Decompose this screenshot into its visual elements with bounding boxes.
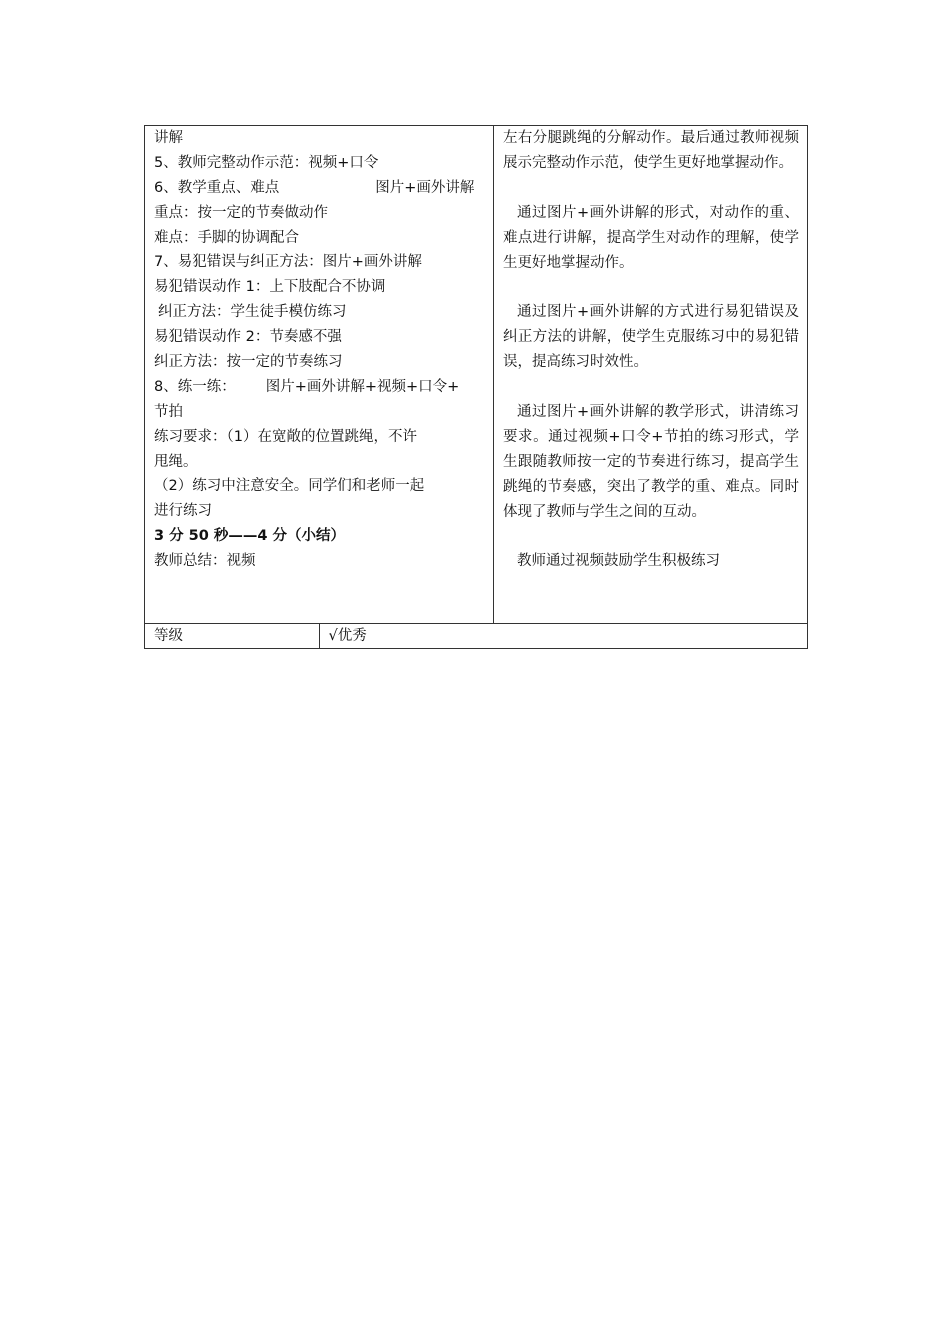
procedure-step-label: 6、教学重点、难点 xyxy=(154,179,280,196)
procedure-step-method: 图片+画外讲解 xyxy=(375,179,475,196)
time-section-heading: 3 分 50 秒——4 分（小结） xyxy=(154,528,346,545)
procedure-line xyxy=(154,176,485,201)
grade-value: √优秀 xyxy=(319,624,808,649)
procedure-line: 练习要求：（1）在宽敞的位置跳绳，不许 xyxy=(154,428,417,445)
intent-paragraph: 通过图片+画外讲解的教学形式，讲清练习要求。通过视频+口令+节拍的练习形式，学生跟随教师按一定的节奏进行练习，提高学生跳绳的节奏感，突出了教学的重、难点。同时体现了教师与学生之间的互动。 xyxy=(503,403,799,520)
procedure-line: 5、教师完整动作示范：视频+口令 xyxy=(154,154,379,171)
intent-paragraph: 左右分腿跳绳的分解动作。最后通过教师视频展示完整动作示范，使学生更好地掌握动作。 xyxy=(503,130,799,171)
grade-row xyxy=(145,624,808,649)
procedure-line: 进行练习 xyxy=(154,503,212,520)
procedure-step-method: 图片+画外讲解+视频+口令+ xyxy=(265,378,460,395)
procedure-line: 教师总结：视频 xyxy=(154,553,256,570)
procedure-line: 难点：手脚的协调配合 xyxy=(154,229,299,246)
procedure-line: 7、易犯错误与纠正方法：图片+画外讲解 xyxy=(154,254,422,271)
procedure-line: 纠正方法：学生徒手模仿练习 xyxy=(158,304,347,321)
content-row xyxy=(145,126,808,624)
procedure-line: 易犯错误动作 1：上下肢配合不协调 xyxy=(154,279,386,296)
procedure-line: （2）练习中注意安全。同学们和老师一起 xyxy=(154,478,425,495)
intent-cell xyxy=(494,126,808,624)
procedure-step-label: 8、练一练： xyxy=(154,378,236,395)
intent-paragraph: 通过图片+画外讲解的形式，对动作的重、难点进行讲解，提高学生对动作的理解，使学生更好地掌握动作。 xyxy=(503,204,799,271)
procedure-line: 重点：按一定的节奏做动作 xyxy=(154,204,328,221)
procedure-line: 节拍 xyxy=(154,403,183,420)
procedure-line xyxy=(154,375,485,400)
procedure-cell xyxy=(145,126,494,624)
procedure-line: 讲解 xyxy=(154,130,183,146)
procedure-line: 纠正方法：按一定的节奏练习 xyxy=(154,354,343,371)
procedure-line: 易犯错误动作 2：节奏感不强 xyxy=(154,329,342,346)
grade-label: 等级 xyxy=(145,624,320,649)
intent-paragraph: 教师通过视频鼓励学生积极练习 xyxy=(517,553,720,570)
procedure-line: 甩绳。 xyxy=(154,453,198,470)
intent-paragraph: 通过图片+画外讲解的方式进行易犯错误及纠正方法的讲解，使学生克服练习中的易犯错误，提高练习时效性。 xyxy=(503,304,799,371)
lesson-table xyxy=(144,125,808,649)
